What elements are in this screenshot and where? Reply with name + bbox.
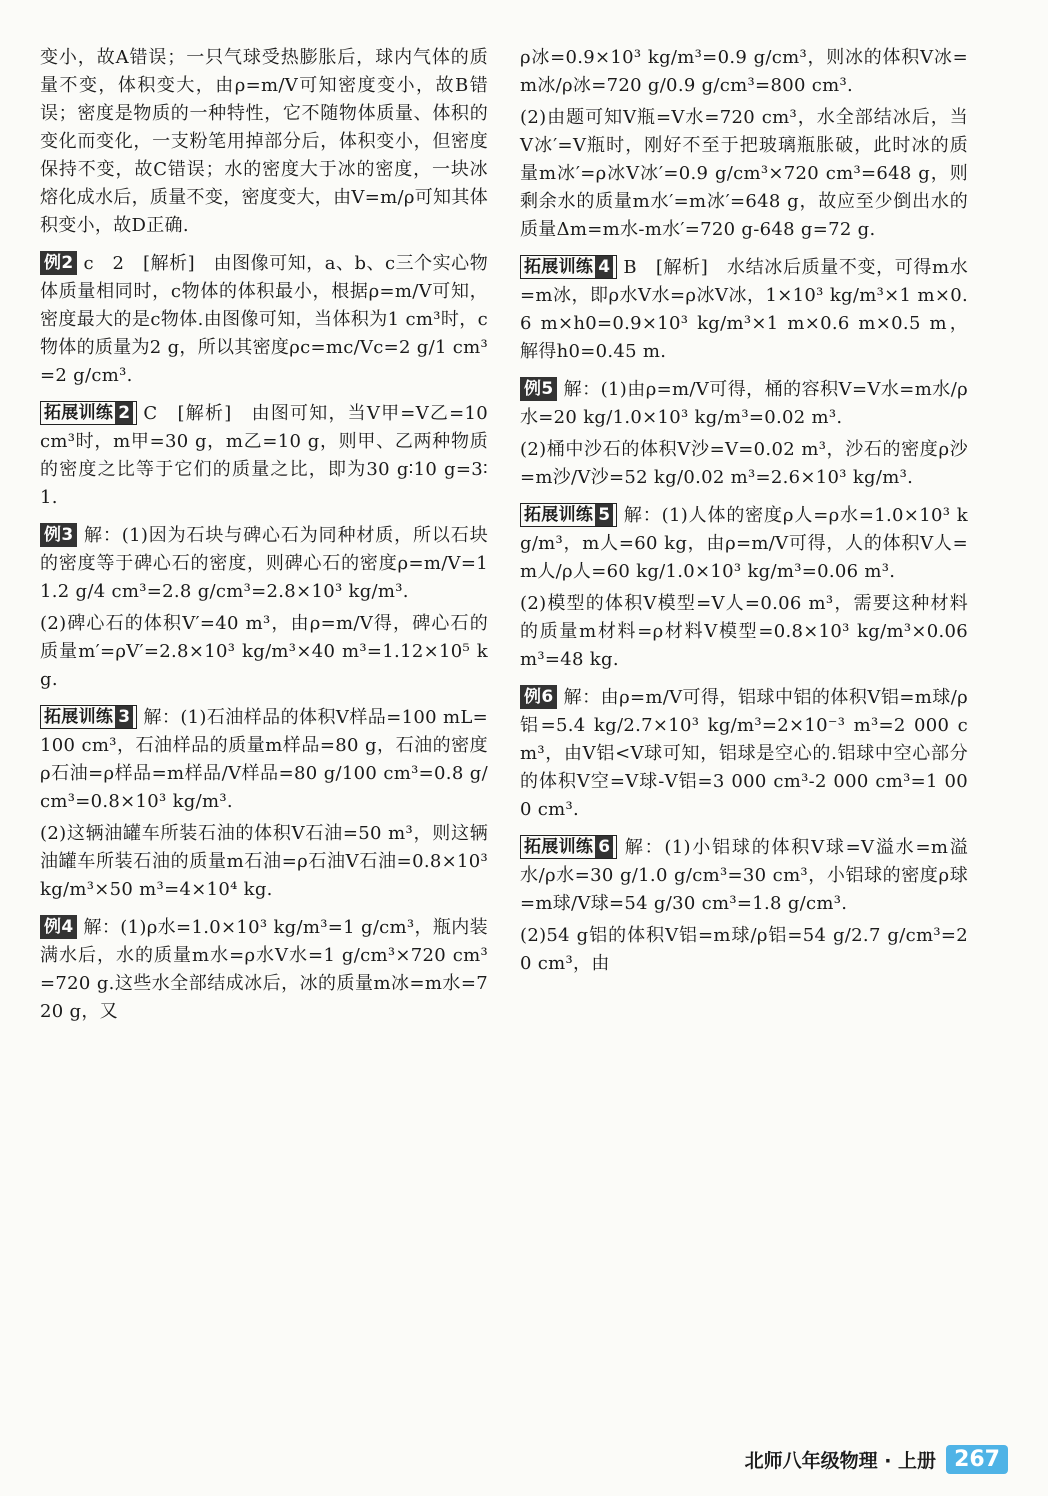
- entry-tag: [520, 255, 617, 279]
- page-number: 267: [946, 1445, 1008, 1474]
- entry-tag-number: 5: [541, 379, 554, 399]
- right-column: [520, 44, 968, 982]
- entry-tag-label: 拓展训练: [524, 837, 594, 857]
- entry-tag-number: 6: [595, 836, 613, 858]
- entry-tag-number: 3: [61, 525, 74, 545]
- entry-tag-label: 拓展训练: [44, 707, 114, 727]
- entry-text: 解：(1)石油样品的体积V样品=100 mL=100 cm³，石油样品的质量m样品=80 g，石油的密度ρ石油=ρ样品=m样品/V样品=80 g/100 cm³=0.8 g/cm³=0.8×10³ kg/m³.: [40, 707, 488, 812]
- entry-tag: [520, 377, 557, 401]
- entry-tag-label: 拓展训练: [524, 257, 594, 277]
- entry-tag: [40, 401, 137, 425]
- answer-entry: [520, 834, 968, 918]
- entry-tag-number: 6: [541, 687, 554, 707]
- book-title: 北师八年级物理 · 上册: [744, 1450, 937, 1472]
- answer-entry: [520, 502, 968, 586]
- entry-tag-number: 2: [115, 402, 133, 424]
- entry-tag-number: 3: [115, 706, 133, 728]
- entry-tag-label: 例: [44, 525, 62, 545]
- answer-paragraph: [520, 922, 968, 978]
- entry-tag-number: 2: [61, 253, 74, 273]
- entry-text: (2)桶中沙石的体积V沙=V=0.02 m³，沙石的密度ρ沙=m沙/V沙=52 kg/0.02 m³=2.6×10³ kg/m³.: [520, 439, 968, 488]
- page-footer: [745, 1445, 1008, 1474]
- entry-tag: [40, 523, 77, 547]
- answer-paragraph: [520, 44, 968, 100]
- answer-entry: [40, 250, 488, 390]
- entry-tag-number: 4: [61, 917, 74, 937]
- entry-text: 解：由ρ=m/V可得，铝球中铝的体积V铝=m球/ρ铝=5.4 kg/2.7×10³ kg/m³=2×10⁻³ m³=2 000 cm³，由V铝<V球可知，铝球是空心的.铝球中空心部分的体积V空=V球-V铝=3 000 cm³-2 000 cm³=1 000 cm³.: [520, 687, 968, 820]
- entry-text: 变小，故A错误；一只气球受热膨胀后，球内气体的质量不变，体积变大，由ρ=m/V可知密度变小，故B错误；密度是物质的一种特性，它不随物体质量、体积的变化而变化，一支粉笔用掉部分后，体积变小，但密度保持不变，故C错误；水的密度大于冰的密度，一块冰熔化成水后，质量不变，密度变大，由V=m/ρ可知其体积变小，故D正确.: [40, 47, 488, 236]
- entry-tag: [520, 835, 617, 859]
- answer-entry: [520, 376, 968, 432]
- entry-text: B [解析] 水结冰后质量不变，可得m水=m冰，即ρ水V水=ρ冰V冰，1×10³ kg/m³×1 m×0.6 m×h0=0.9×10³ kg/m³×1 m×0.6 m×0.5 m，解得h0=0.45 m.: [520, 257, 968, 362]
- answer-entry: [40, 400, 488, 512]
- entry-tag: [520, 685, 557, 709]
- entry-tag: [520, 503, 617, 527]
- entry-text: 解：(1)由ρ=m/V可得，桶的容积V=V水=m水/ρ水=20 kg/1.0×10³ kg/m³=0.02 m³.: [520, 379, 968, 428]
- entry-text: ρ冰=0.9×10³ kg/m³=0.9 g/cm³，则冰的体积V冰=m冰/ρ冰=720 g/0.9 g/cm³=800 cm³.: [520, 47, 968, 96]
- entry-tag-label: 例: [44, 253, 62, 273]
- entry-text: 解：(1)人体的密度ρ人=ρ水=1.0×10³ kg/m³，m人=60 kg，由ρ=m/V可得，人的体积V人=m人/ρ人=60 kg/1.0×10³ kg/m³=0.06 m³.: [520, 505, 968, 582]
- entry-text: 解：(1)因为石块与碑心石为同种材质，所以石块的密度等于碑心石的密度，则碑心石的密度ρ=m/V=11.2 g/4 cm³=2.8 g/cm³=2.8×10³ kg/m³.: [40, 525, 488, 602]
- entry-text: (2)54 g铝的体积V铝=m球/ρ铝=54 g/2.7 g/cm³=20 cm³，由: [520, 925, 968, 974]
- entry-tag-label: 例: [524, 687, 542, 707]
- entry-tag-label: 拓展训练: [524, 505, 594, 525]
- entry-text: (2)碑心石的体积V′=40 m³，由ρ=m/V得，碑心石的质量m′=ρV′=2.8×10³ kg/m³×40 m³=1.12×10⁵ kg.: [40, 613, 488, 690]
- entry-text: 解：(1)ρ水=1.0×10³ kg/m³=1 g/cm³，瓶内装满水后，水的质量m水=ρ水V水=1 g/cm³×720 cm³=720 g.这些水全部结成冰后，冰的质量m冰=m水=720 g，又: [40, 917, 488, 1022]
- entry-text: (2)模型的体积V模型=V人=0.06 m³，需要这种材料的质量m材料=ρ材料V模型=0.8×10³ kg/m³×0.06 m³=48 kg.: [520, 593, 968, 670]
- entry-tag: [40, 915, 77, 939]
- answer-paragraph: [520, 104, 968, 244]
- entry-tag: [40, 251, 77, 275]
- entry-tag-label: 例: [524, 379, 542, 399]
- answer-entry: [40, 914, 488, 1026]
- answer-paragraph: [40, 820, 488, 904]
- entry-tag-number: 5: [595, 504, 613, 526]
- entry-text: 解：(1)小铝球的体积V球=V溢水=m溢水/ρ水=30 g/1.0 g/cm³=30 cm³，小铝球的密度ρ球=m球/V球=54 g/30 cm³=1.8 g/cm³.: [520, 837, 968, 914]
- answer-paragraph: [520, 590, 968, 674]
- entry-tag-label: 拓展训练: [44, 403, 114, 423]
- answer-entry: [40, 704, 488, 816]
- entry-text: C [解析] 由图可知，当V甲=V乙=10 cm³时，m甲=30 g，m乙=10 g，则甲、乙两种物质的密度之比等于它们的质量之比，即为30 g∶10 g=3∶1.: [40, 403, 488, 508]
- entry-text: c 2 [解析] 由图像可知，a、b、c三个实心物体质量相同时，c物体的体积最小，根据ρ=m/V可知，密度最大的是c物体.由图像可知，当体积为1 cm³时，c物体的质量为2 g，所以其密度ρc=mc/Vc=2 g/1 cm³=2 g/cm³.: [40, 253, 489, 386]
- answer-entry: [520, 254, 968, 366]
- answer-entry: [40, 522, 488, 606]
- entry-text: (2)这辆油罐车所装石油的体积V石油=50 m³，则这辆油罐车所装石油的质量m石油=ρ石油V石油=0.8×10³ kg/m³×50 m³=4×10⁴ kg.: [40, 823, 488, 900]
- left-column: [40, 44, 488, 1030]
- entry-text: (2)由题可知V瓶=V水=720 cm³，水全部结冰后，当V冰′=V瓶时，刚好不至于把玻璃瓶胀破，此时冰的质量m冰′=ρ冰V冰′=0.9 g/cm³×720 cm³=648 g，则剩余水的质量m水′=m冰′=648 g，故应至少倒出水的质量Δm=m水-m水′=720 g-648 g=72 g.: [520, 107, 968, 240]
- entry-tag-number: 4: [595, 256, 613, 278]
- answer-paragraph: [40, 44, 488, 240]
- answer-paragraph: [520, 436, 968, 492]
- entry-tag-label: 例: [44, 917, 62, 937]
- answer-paragraph: [40, 610, 488, 694]
- answer-entry: [520, 684, 968, 824]
- entry-tag: [40, 705, 137, 729]
